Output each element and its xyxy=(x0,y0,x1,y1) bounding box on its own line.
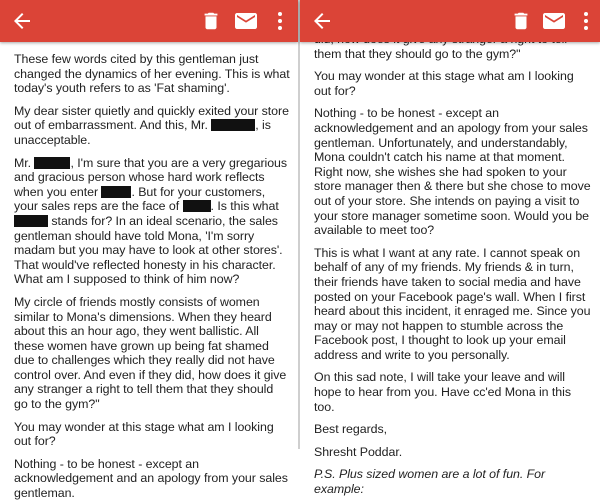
trash-icon[interactable] xyxy=(200,9,222,33)
email-body xyxy=(14,42,290,501)
mail-icon[interactable] xyxy=(234,10,258,32)
text: Nothing - to be honest - except an acknowledgement and an apology from your sales gentleman. xyxy=(14,456,288,501)
paragraph xyxy=(14,420,290,449)
paragraph: My dear sister quietly and quickly exited your store out of embarrassment. And this, Mr. , is unacceptable. xyxy=(14,103,289,147)
text: Mr. xyxy=(14,155,32,170)
more-vert-icon[interactable] xyxy=(272,9,288,33)
back-arrow-icon[interactable] xyxy=(310,9,334,33)
redaction-bar xyxy=(14,215,48,227)
postscript: P.S. Plus sized women are a lot of fun. For example: xyxy=(314,467,546,497)
app-bar xyxy=(0,0,298,42)
email-view-right xyxy=(300,0,600,497)
text: My circle of friends mostly consists of women similar to Mona's dimensions. When they heard about this an hour ago, they went ballistic. All these women have grown up being fat shamed due to challenges which they really did not have control over. And even if they did, how does it give any stranger a right to tell them that they should go to the gym?" xyxy=(14,294,287,412)
partially-scrolled-text: them that they should go to the gym?" xyxy=(314,46,521,61)
text: . But for your customers, your sales reps are the face of xyxy=(14,184,266,214)
text: My dear sister quietly and quickly exited your store out of embarrassment. And this, Mr. xyxy=(14,103,289,133)
text: These few words cited by this gentleman just changed the dynamics of her evening. This is what today's youth refers to as 'Fat shaming'. xyxy=(14,52,290,96)
paragraph: You may wonder at this stage what am I looking out for? xyxy=(314,69,574,98)
paragraph xyxy=(14,52,290,96)
mail-icon[interactable] xyxy=(542,10,566,32)
redaction-bar xyxy=(34,157,70,169)
email-body xyxy=(314,38,592,497)
trash-icon[interactable] xyxy=(510,9,532,33)
text: I'm sure that you are a very gregarious and gracious person whose hard work reflects when you enter xyxy=(14,155,288,199)
signature-name: Shresht Poddar. xyxy=(314,444,403,459)
redaction-bar xyxy=(101,186,131,198)
text: . Is this what xyxy=(210,199,279,214)
paragraph xyxy=(14,457,290,501)
paragraph: Mr. , I'm sure that you are a very gregarious and gracious person whose hard work reflects when you enter . But for your customers, your sales reps are the face of . Is this what stands for? In an ideal scenario, the sales gentleman should have told Mona, 'I'm sorry madam but you may have to look at other stores'. That would've reflected honesty in his character. What am I supposed to think of him now? xyxy=(14,155,288,287)
text: stands for? In an ideal scenario, the sales gentleman should have told Mona, 'I'm sorry madam but you may have to look at other stores'. That would've reflected honesty in his character. What am I supposed to think of him now? xyxy=(14,213,283,287)
email-view-left xyxy=(0,0,298,501)
text: You may wonder at this stage what am I looking out for? xyxy=(14,419,274,449)
more-vert-icon[interactable] xyxy=(578,9,594,33)
paragraph: Nothing - to be honest - except an acknowledgement and an apology from your sales gentleman. Unfortunately, and understandably, Mona couldn't catch his name at that moment. Right now, she wishes she had spoken to your store manager then & there but she chose to move out of your store. She intends on paying a visit to your store manager sometime soon. Would you be available to meet too? xyxy=(314,106,591,238)
paragraph xyxy=(14,295,290,412)
paragraph: On this sad note, I will take your leave and will hope to hear from you. Have cc'ed Mona in this too. xyxy=(314,370,571,414)
app-bar xyxy=(300,0,600,42)
sign-off: Best regards, xyxy=(314,422,388,437)
redaction-bar xyxy=(211,119,255,131)
back-arrow-icon[interactable] xyxy=(10,9,34,33)
text: is unacceptable. xyxy=(14,118,271,147)
paragraph: This is what I want at any rate. I cannot speak on behalf of any of my friends. My friends & in turn, their friends have taken to social media and have posted on your Facebook page's wall. When I first heard about this incident, it enraged me. Since you may or may not happen to stumble across the Facebook post, I thought to look up your email address and write to you personally. xyxy=(314,245,591,362)
redaction-bar xyxy=(183,200,211,212)
